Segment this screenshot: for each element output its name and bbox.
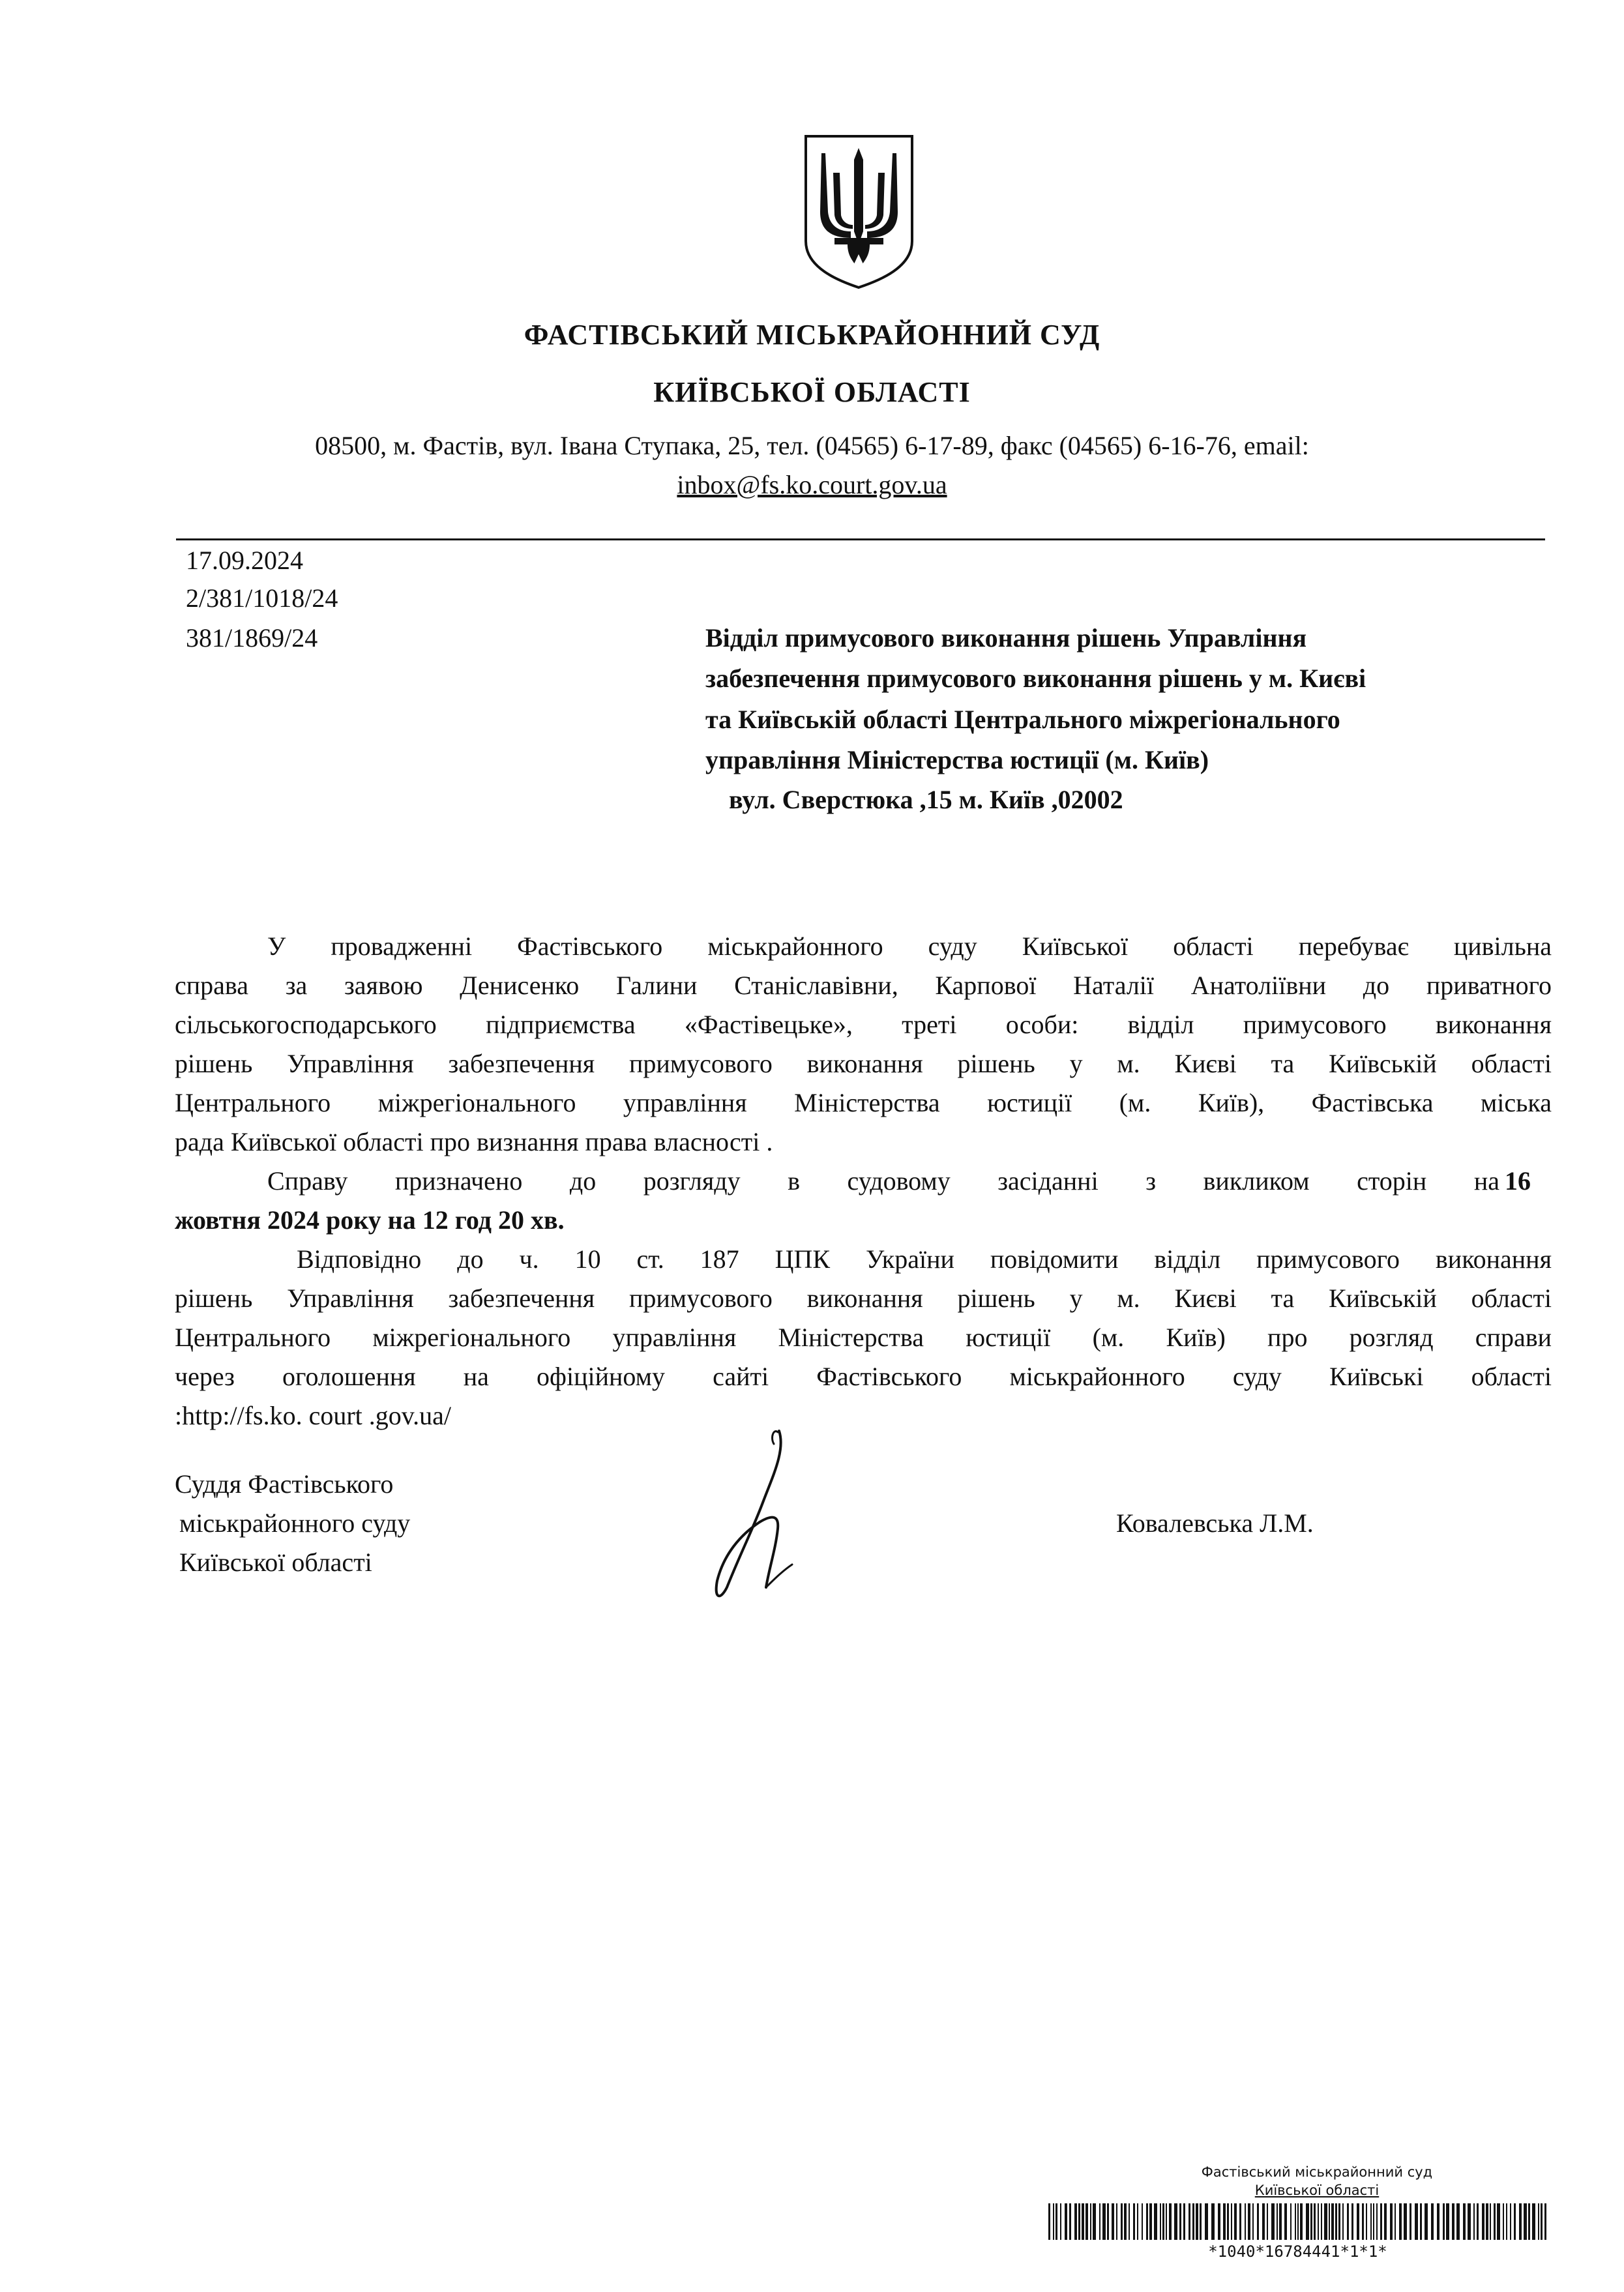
court-email-line [0,469,1624,500]
recipient-address: вул. Сверстюка ,15 м. Київ ,02002 [729,785,1123,814]
paragraph-3-line: через оголошення на офіційному сайті Фастівського міськрайонного суду Київські області [175,1362,1552,1391]
stamp-court-region: Київської області [1254,2182,1380,2198]
judge-title-line-3: Київської області [179,1548,372,1577]
court-address: 08500, м. Фастів, вул. Івана Ступака, 25, тел. (04565) 6-17-89, факс (04565) 6-16-76, email: [315,431,1309,460]
barcode-icon [1048,2203,1547,2240]
stamp-court-region-line [1147,2182,1486,2198]
stamp-court-name: Фастівський міськрайонний суд [1201,2164,1433,2180]
paragraph-2-line: Справу призначено до розгляду в судовому засіданні з викликом сторін на [267,1166,1499,1196]
header-divider [176,538,1545,540]
court-website: :http://fs.ko. court .gov.ua/ [175,1401,452,1430]
barcode-number: *1040*16784441*1*1* [1208,2242,1387,2261]
hearing-date-time: жовтня 2024 року на 12 год 20 хв. [175,1205,565,1235]
hearing-day: 16 [1505,1166,1531,1196]
registration-number-2: 381/1869/24 [186,623,318,653]
paragraph-3-line: Центрального міжрегіонального управління Міністерства юстиції (м. Київ) про розгляд справи [175,1323,1552,1352]
paragraph-1-line: сільськогосподарського підприємства «Фастівецьке», треті особи: відділ примусового виконання [175,1010,1552,1039]
recipient-line-3: та Київській області Центрального міжрегіонального [705,705,1340,734]
registration-number-1: 2/381/1018/24 [186,583,338,613]
judge-title-line-2: міськрайонного суду [179,1508,411,1538]
judge-title-line-1: Суддя Фастівського [175,1469,394,1499]
coat-of-arms-icon [802,134,916,290]
paragraph-1-line: справа за заявою Денисенко Галини Станіславівни, Карпової Наталії Анатоліївни до приватного [175,971,1552,1000]
paragraph-3-line: Відповідно до ч. 10 ст. 187 ЦПК України повідомити відділ примусового виконання [297,1244,1552,1274]
paragraph-1-line: рішень Управління забезпечення примусового виконання рішень у м. Києві та Київській області [175,1049,1552,1078]
court-region: КИЇВСЬКОЇ ОБЛАСТІ [653,376,971,408]
paragraph-1-line: Центрального міжрегіонального управління Міністерства юстиції (м. Київ), Фастівська міська [175,1088,1552,1117]
paragraph-1-line: У провадженні Фастівського міськрайонного суду Київської області перебуває цивільна [267,932,1552,961]
recipient-line-4: управління Міністерства юстиції (м. Київ) [705,745,1209,774]
paragraph-1-line: рада Київської області про визнання права власності . [175,1127,773,1156]
registration-date: 17.09.2024 [186,546,303,575]
handwritten-signature-icon [701,1424,818,1607]
judge-name: Ковалевська Л.М. [1116,1508,1314,1538]
recipient-line-1: Відділ примусового виконання рішень Управління [705,623,1307,653]
court-email: inbox@fs.ko.court.gov.ua [677,470,947,499]
recipient-line-2: забезпечення примусового виконання рішень у м. Києві [705,664,1366,693]
court-name: ФАСТІВСЬКИЙ МІСЬКРАЙОННИЙ СУД [524,319,1100,351]
paragraph-3-line: рішень Управління забезпечення примусового виконання рішень у м. Києві та Київській області [175,1284,1552,1313]
